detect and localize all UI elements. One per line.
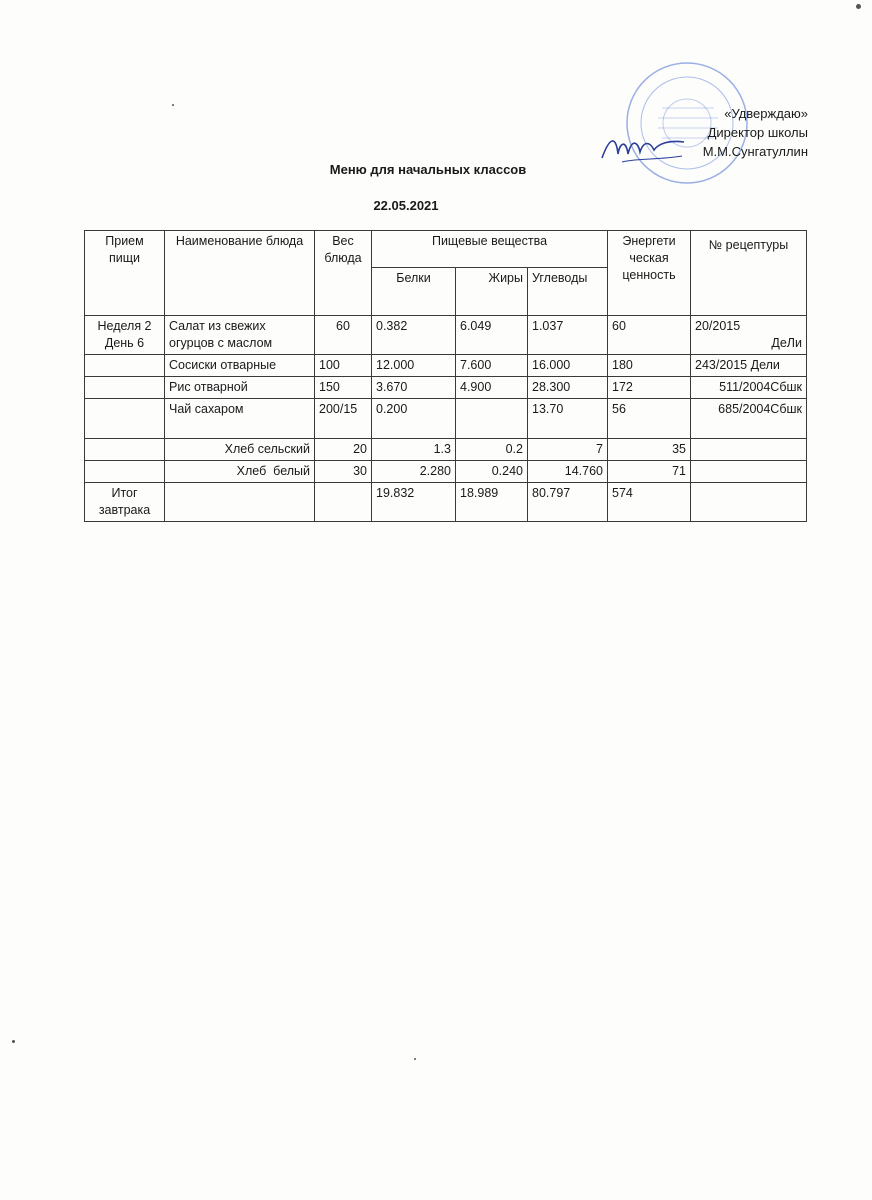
cell-dish: Хлеб белый: [165, 461, 315, 483]
cell-dish: Сосиски отварные: [165, 355, 315, 377]
cell-energy: 56: [608, 399, 691, 439]
cell-dish: Салат из свежих огурцов с маслом: [165, 316, 315, 355]
total-recipe-empty: [691, 483, 807, 522]
header-nutrients: Пищевые вещества: [372, 231, 608, 268]
scan-speck: [172, 104, 174, 106]
cell-energy: 60: [608, 316, 691, 355]
cell-carbs: 13.70: [528, 399, 608, 439]
total-label: Итог завтрака: [85, 483, 165, 522]
cell-carbs: 14.760: [528, 461, 608, 483]
cell-fats: [456, 399, 528, 439]
cell-energy: 35: [608, 439, 691, 461]
document-title: Меню для начальных классов: [329, 162, 527, 177]
total-proteins: 19.832: [372, 483, 456, 522]
cell-weight: 20: [315, 439, 372, 461]
cell-weight: 200/15: [315, 399, 372, 439]
cell-energy: 180: [608, 355, 691, 377]
header-dish: Наименование блюда: [165, 231, 315, 316]
cell-recipe: 243/2015 Дели: [691, 355, 807, 377]
cell-fats: 7.600: [456, 355, 528, 377]
cell-meal: [85, 439, 165, 461]
recipe-number: 20/2015: [695, 319, 741, 333]
approval-block: [703, 104, 808, 161]
header-fats: Жиры: [456, 268, 528, 316]
approval-line-3: М.М.Сунгатуллин: [702, 144, 808, 159]
cell-proteins: 12.000: [372, 355, 456, 377]
cell-dish: Чай сахаром: [165, 399, 315, 439]
header-meal: Прием пищи: [85, 231, 165, 316]
cell-weight: 150: [315, 377, 372, 399]
cell-weight: 60: [315, 316, 372, 355]
header-row: [85, 231, 807, 268]
approval-line-2: Директор школы: [707, 125, 808, 140]
cell-meal: [85, 399, 165, 439]
cell-dish: Рис отварной: [165, 377, 315, 399]
total-fats: 18.989: [456, 483, 528, 522]
cell-meal: Неделя 2 День 6: [85, 316, 165, 355]
header-energy: Энергети ческая ценность: [608, 231, 691, 316]
scan-speck: [12, 1040, 15, 1043]
cell-fats: 0.2: [456, 439, 528, 461]
header-weight: Вес блюда: [315, 231, 372, 316]
document-date: 22.05.2021: [373, 198, 439, 213]
cell-recipe: [691, 461, 807, 483]
cell-recipe: 511/2004Сбшк: [691, 377, 807, 399]
menu-table: [84, 230, 807, 522]
scan-speck: [856, 4, 861, 9]
recipe-source: ДеЛи: [771, 336, 802, 350]
cell-carbs: 7: [528, 439, 608, 461]
cell-proteins: 2.280: [372, 461, 456, 483]
table-row: [85, 461, 807, 483]
table-row: [85, 316, 807, 355]
cell-meal: [85, 377, 165, 399]
cell-weight: 100: [315, 355, 372, 377]
cell-energy: 172: [608, 377, 691, 399]
total-weight-empty: [315, 483, 372, 522]
cell-energy: 71: [608, 461, 691, 483]
header-recipe: № рецептуры: [691, 231, 807, 316]
cell-meal: [85, 461, 165, 483]
cell-proteins: 0.382: [372, 316, 456, 355]
total-row: [85, 483, 807, 522]
cell-recipe: [691, 439, 807, 461]
table-row: [85, 377, 807, 399]
total-dish-empty: [165, 483, 315, 522]
total-energy: 574: [608, 483, 691, 522]
table-row: [85, 399, 807, 439]
cell-fats: 6.049: [456, 316, 528, 355]
cell-meal: [85, 355, 165, 377]
cell-dish: Хлеб сельский: [165, 439, 315, 461]
cell-proteins: 0.200: [372, 399, 456, 439]
cell-weight: 30: [315, 461, 372, 483]
table-row: [85, 439, 807, 461]
header-proteins: Белки: [372, 268, 456, 316]
cell-proteins: 3.670: [372, 377, 456, 399]
header-carbs: Углеводы: [528, 268, 608, 316]
approval-line-1: «Удверждаю»: [724, 106, 808, 121]
cell-recipe: 685/2004Сбшк: [691, 399, 807, 439]
cell-carbs: 28.300: [528, 377, 608, 399]
cell-recipe: [691, 316, 807, 355]
cell-carbs: 16.000: [528, 355, 608, 377]
scan-speck: [414, 1058, 416, 1060]
cell-carbs: 1.037: [528, 316, 608, 355]
cell-fats: 4.900: [456, 377, 528, 399]
cell-fats: 0.240: [456, 461, 528, 483]
table-row: [85, 355, 807, 377]
cell-proteins: 1.3: [372, 439, 456, 461]
total-carbs: 80.797: [528, 483, 608, 522]
